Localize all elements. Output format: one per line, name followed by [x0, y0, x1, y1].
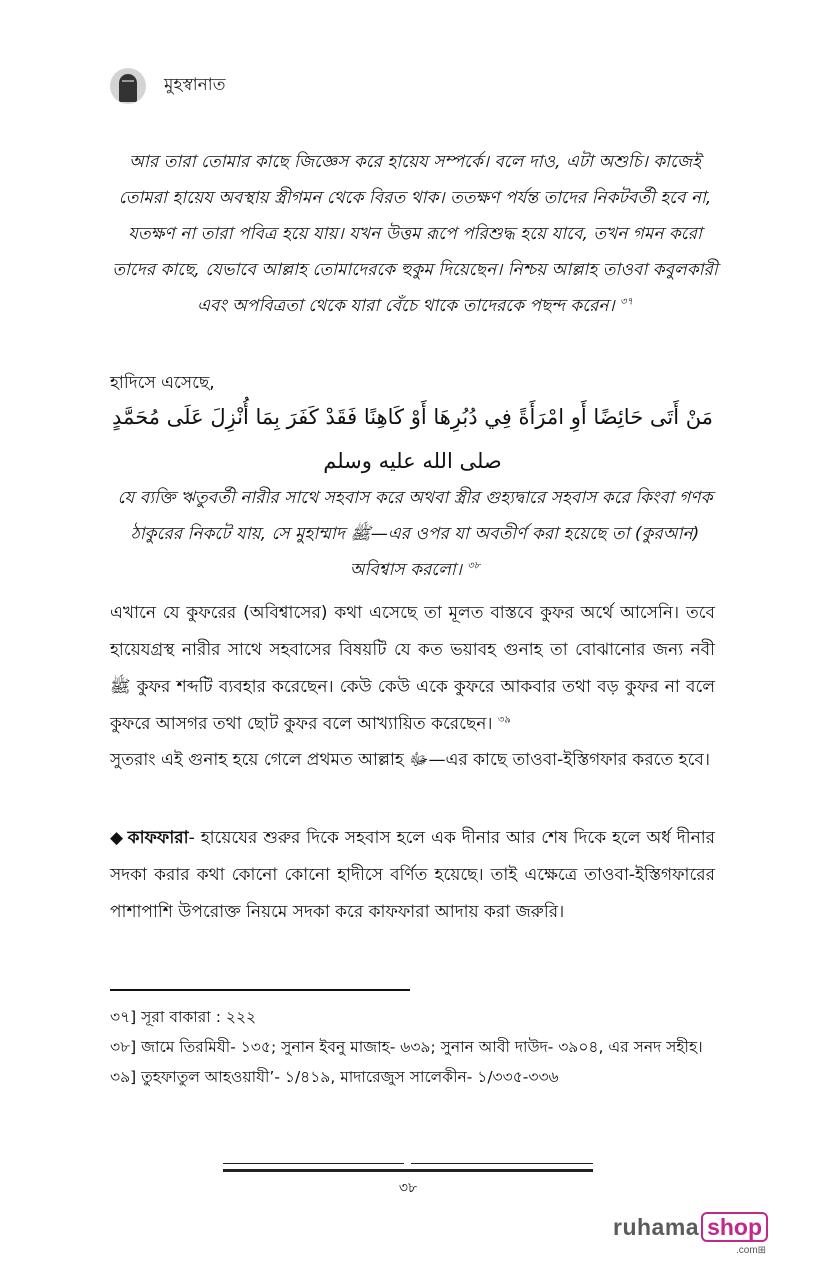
veiled-woman-avatar-icon [110, 68, 146, 104]
diamond-bullet-icon: ◆ [110, 828, 124, 848]
kaffara-term: কাফফারা [127, 828, 189, 848]
paragraph-text-before: সুতরাং এই গুনাহ হয়ে গেলে প্রথমত আল্লাহ [110, 750, 410, 770]
footer-rule-thin-left [223, 1163, 404, 1164]
hadith-translation-quote [105, 480, 725, 588]
footnote-37: ৩৭] সূরা বাকারা : ২২২ [110, 1008, 257, 1026]
arabic-hadith-text: مَنْ أَتَى حَائِضًا أَوِ امْرَأَةً فِي دُبُرِهَا أَوْ كَاهِنًا فَقَدْ كَفَرَ بِمَا أُنْزِلَ عَلَى مُحَمَّدٍ صلى الله عليه وسلم [112, 405, 713, 473]
body-paragraph-kufr [110, 595, 715, 743]
quote-text-before: যে ব্যক্তি ঋতুবর্তী নারীর সাথে সহবাস করে অথবা স্ত্রীর গুহ্যদ্বারে সহবাস করে কিংবা গণক ঠাকুরের নিকটে যায়, সে মুহাম্মাদ [117, 488, 713, 544]
page-number: ৩৮ [398, 1180, 418, 1196]
salawat-icon: ﷺ [350, 524, 371, 544]
jalla-jalaluhu-icon: ﷻ [409, 750, 429, 770]
paragraph-text-after: কুফর শব্দটি ব্যবহার করেছেন। কেউ কেউ একে কুফরে আকবার তথা বড় কুফর না বলে কুফরে আসগর তথা ছোট কুফর বলে আখ্যায়িত করেছেন। [110, 677, 715, 734]
logo-domain: .com [735, 1245, 758, 1256]
footnote-ref-39[interactable]: ৩৯ [497, 714, 511, 726]
quote-text: আর তারা তোমার কাছে জিজ্ঞেস করে হায়েয সম্পর্কে। বলে দাও, এটা অশুচি। কাজেই তোমরা হায়েয অবস্থায় স্ত্রীগমন থেকে বিরত থাক। ততক্ষণ পর্যন্ত তাদের নিকটবর্তী হবে না, যতক্ষণ না তারা পবিত্র হয়ে যায়। যখন উত্তম রূপে পরিশুদ্ধ হয়ে যাবে, তখন গমন করো তাদের কাছে, যেভাবে আল্লাহ তোমাদেরকে হুকুম দিয়েছেন। নিশ্চয় আল্লাহ তাওবা কবুলকারী এবং অপবিত্রতা থেকে যারা বেঁচে থাকে তাদেরকে পছন্দ করেন। [112, 152, 718, 316]
quran-translation-quote [105, 144, 725, 324]
footnote-divider [110, 989, 410, 991]
body-paragraph-kaffara [110, 820, 715, 931]
paragraph-text-after: —এর কাছে তাওবা-ইস্তিগফার করতে হবে। [428, 750, 710, 770]
paragraph-text: - হায়েযের শুরুর দিকে সহবাস হলে এক দীনার আর শেষ দিকে হলে অর্ধ দীনার সদকা করার কথা কোনো কোনো হাদীসে বর্ণিত হয়েছে। তাই এক্ষেত্রে তাওবা-ইস্তিগফারের পাশাপাশি উপরোক্ত নিয়মে সদকা করে কাফফারা আদায় করা জরুরি। [110, 828, 715, 922]
footnote-ref-37[interactable]: ৩৭ [620, 296, 634, 308]
logo-text-ruhama: ruhama [613, 1214, 700, 1240]
footer-rule-thin-right [411, 1163, 593, 1164]
book-title: মুহস্বানাত [164, 75, 226, 95]
footer-rule-thick [223, 1169, 593, 1172]
footnotes [110, 1002, 720, 1092]
logo-text-shop: shop [707, 1214, 763, 1240]
footnote-39: ৩৯] তুহফাতুল আহওয়াযী’- ১/৪১৯, মাদারেজুস সালেকীন- ১/৩৩৫-৩৩৬ [110, 1068, 559, 1086]
salawat-icon: ﷺ [110, 677, 131, 697]
logo-speech-bubble [701, 1212, 768, 1256]
running-header [110, 66, 225, 106]
footnote-ref-38[interactable]: ৩৮ [467, 560, 481, 572]
body-paragraph-tawba [110, 742, 715, 779]
paragraph-text-before: এখানে যে কুফরের (অবিশ্বাসের) কথা এসেছে তা মূলত বাস্তবে কুফর অর্থে আসেনি। তবে হায়েযগ্রস্থ নারীর সাথে সহবাসের বিষয়টি যে কত ভয়াবহ গুনাহ তা বোঝানোর জন্য নবী [110, 603, 715, 660]
quote-text-after: —এর ওপর যা অবতীর্ণ করা হয়েছে তা (কুরআন) অবিশ্বাস করলো। [349, 524, 700, 580]
ruhamashop-watermark-logo [613, 1212, 768, 1256]
footnote-38: ৩৮] জামে তিরমিযী- ১৩৫; সুনান ইবনু মাজাহ- ৬৩৯; সুনান আবী দাউদ- ৩৯০৪, এর সনদ সহীহ। [110, 1038, 703, 1056]
hadith-intro: হাদিসে এসেছে, [110, 373, 215, 393]
cart-icon: ⊞ [757, 1245, 767, 1256]
logo-text-domain [736, 1245, 766, 1256]
